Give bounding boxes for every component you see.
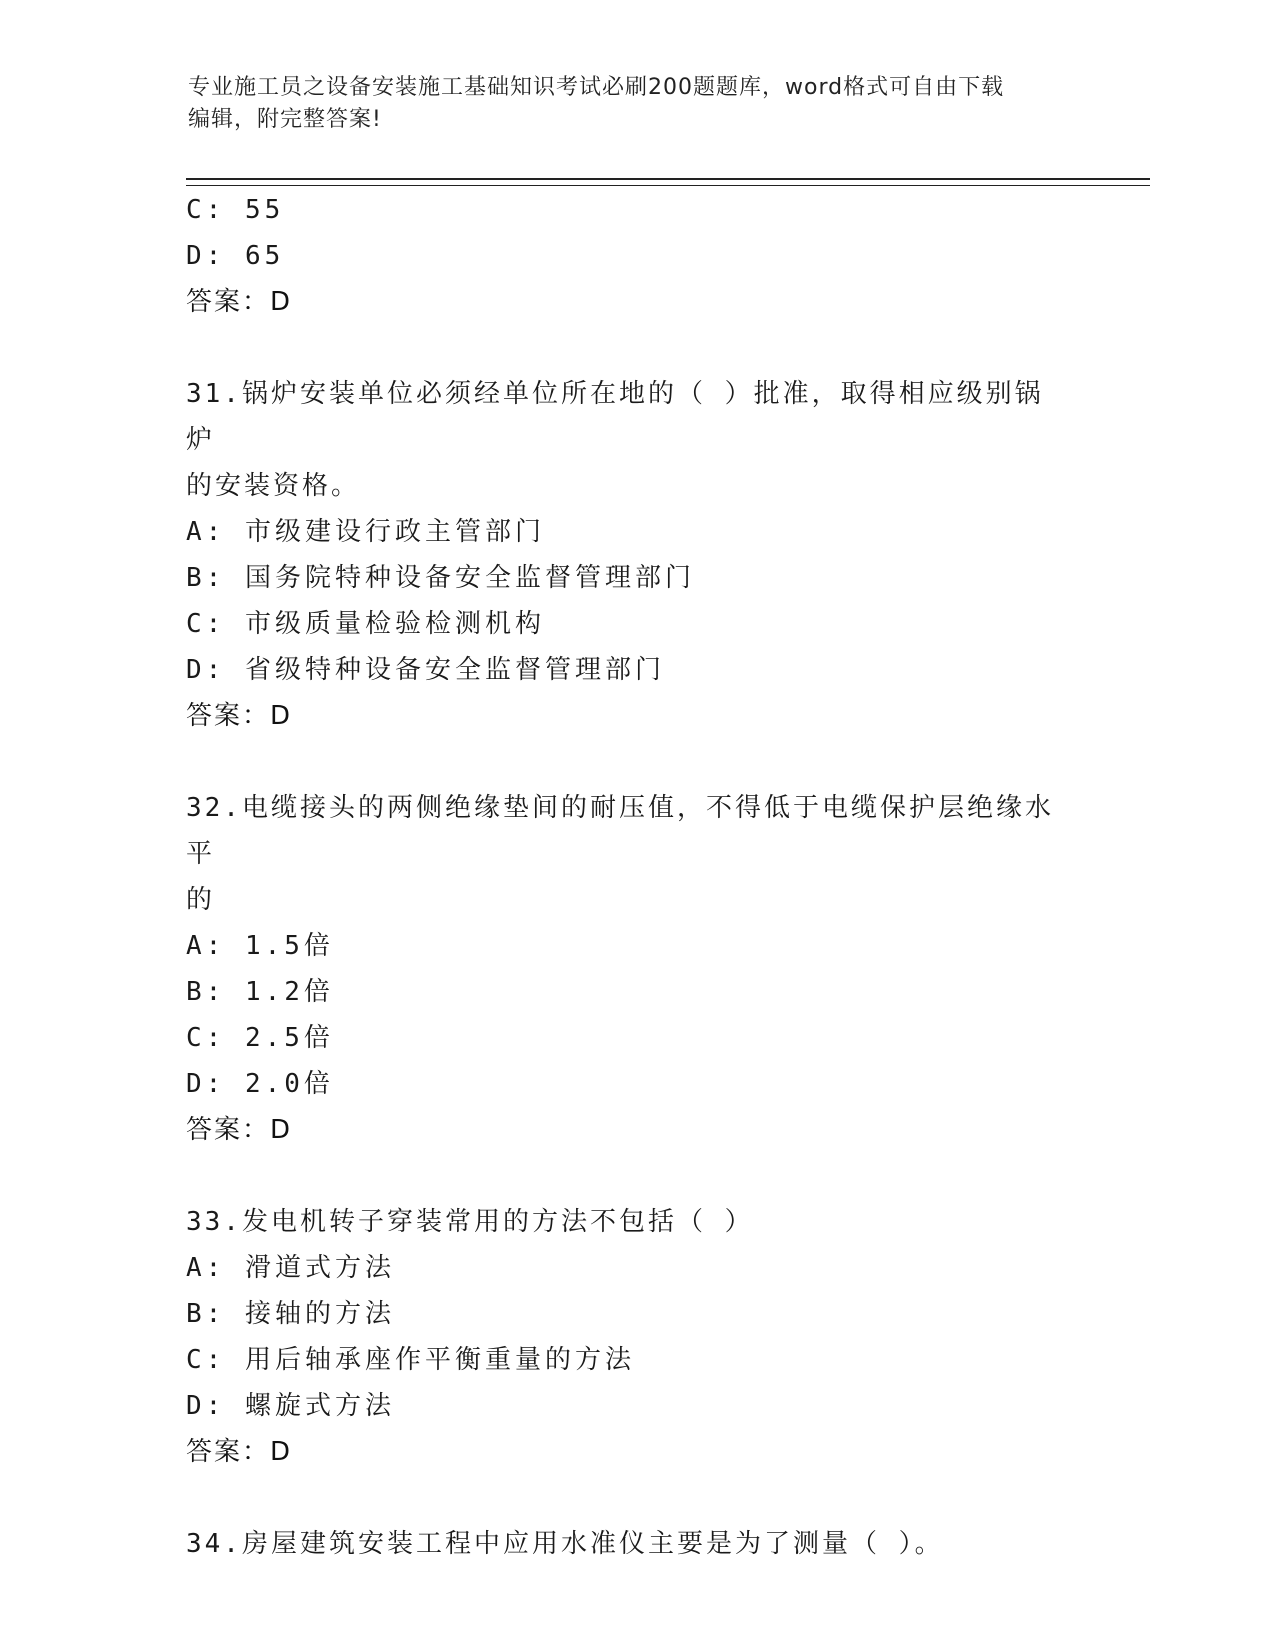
option-a: A: 滑道式方法 xyxy=(186,1253,395,1283)
spacer xyxy=(186,1475,1066,1521)
option-d: D: 2.0倍 xyxy=(186,1069,334,1099)
answer-line: 答案：D xyxy=(186,1115,293,1145)
page-header xyxy=(188,72,1088,136)
question-stem: 33.发电机转子穿装常用的方法不包括（ ） xyxy=(186,1207,754,1237)
option-d: D: 省级特种设备安全监督管理部门 xyxy=(186,655,665,685)
spacer xyxy=(186,1153,1066,1199)
option-a: A: 市级建设行政主管部门 xyxy=(186,517,545,547)
question-31 xyxy=(186,371,1066,739)
option-c: C: 2.5倍 xyxy=(186,1023,334,1053)
option-b: B: 1.2倍 xyxy=(186,977,334,1007)
option-c: C: 55 xyxy=(186,195,285,225)
answer-line: 答案：D xyxy=(186,287,293,317)
question-33 xyxy=(186,1199,1066,1475)
document-body xyxy=(186,187,1066,1567)
option-b: B: 国务院特种设备安全监督管理部门 xyxy=(186,563,695,593)
question-32 xyxy=(186,785,1066,1153)
header-title-line-1: 专业施工员之设备安装施工基础知识考试必刷200题题库，word格式可自由下载 xyxy=(188,75,1005,100)
spacer xyxy=(186,739,1066,785)
option-a: A: 1.5倍 xyxy=(186,931,334,961)
question-stem: 的安装资格。 xyxy=(186,471,361,501)
option-c: C: 市级质量检验检测机构 xyxy=(186,609,545,639)
question-stem: 31.锅炉安装单位必须经单位所在地的（ ）批准，取得相应级别锅炉 xyxy=(186,379,1044,455)
question-34 xyxy=(186,1521,1066,1567)
spacer xyxy=(186,325,1066,371)
header-title-line-2: 编辑，附完整答案! xyxy=(188,107,382,132)
question-stem: 32.电缆接头的两侧绝缘垫间的耐压值，不得低于电缆保护层绝缘水平 xyxy=(186,793,1054,869)
option-b: B: 接轴的方法 xyxy=(186,1299,395,1329)
answer-line: 答案：D xyxy=(186,701,293,731)
option-d: D: 65 xyxy=(186,241,285,271)
question-30-tail xyxy=(186,187,1066,325)
option-d: D: 螺旋式方法 xyxy=(186,1391,395,1421)
answer-line: 答案：D xyxy=(186,1437,293,1467)
header-divider xyxy=(186,178,1150,186)
question-stem: 的 xyxy=(186,885,216,915)
question-stem: 34.房屋建筑安装工程中应用水准仪主要是为了测量（ ）。 xyxy=(186,1529,944,1559)
option-c: C: 用后轴承座作平衡重量的方法 xyxy=(186,1345,635,1375)
